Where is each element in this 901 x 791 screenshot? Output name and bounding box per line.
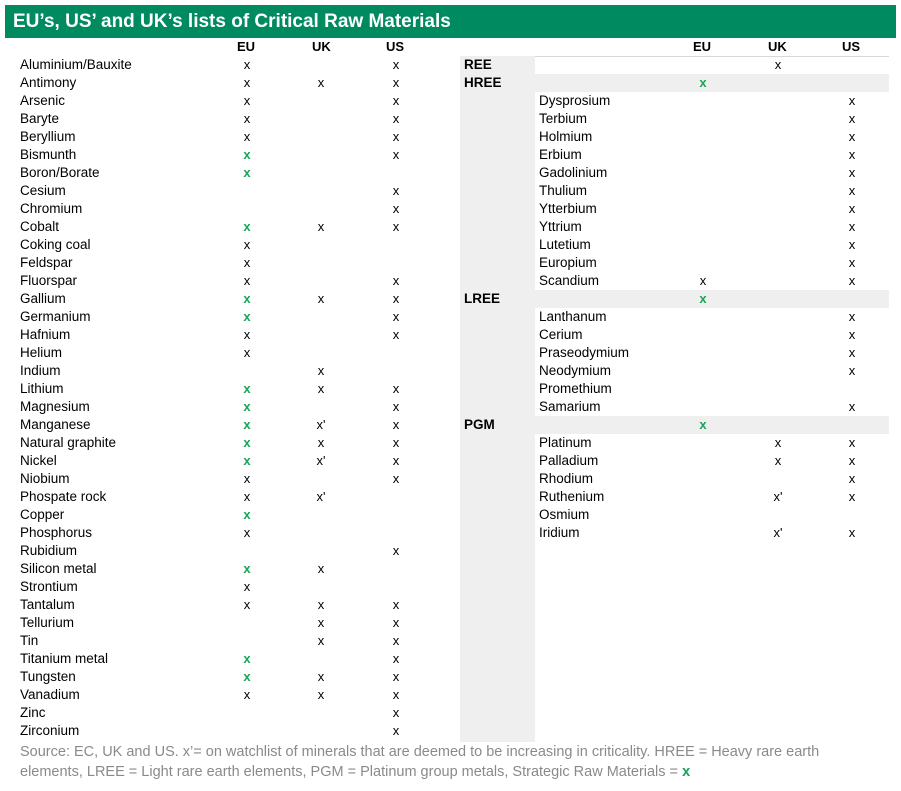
header-eu-right: EU <box>693 39 712 54</box>
us-mark: x <box>392 111 400 126</box>
eu-mark <box>237 200 257 218</box>
element-name: Platinum <box>539 435 592 450</box>
us-mark: x <box>848 147 856 162</box>
uk-mark: x' <box>773 525 783 540</box>
eu-mark: x <box>243 165 251 180</box>
source-note <box>20 742 880 782</box>
us-mark: x <box>392 651 400 666</box>
eu-mark: x <box>243 507 251 522</box>
eu-mark <box>693 200 713 218</box>
eu-mark <box>693 452 713 470</box>
uk-mark: x' <box>316 489 326 504</box>
eu-mark <box>237 362 257 380</box>
us-mark <box>842 506 862 524</box>
uk-mark <box>311 56 331 74</box>
uk-mark <box>311 506 331 524</box>
us-mark: x <box>848 309 856 324</box>
us-mark: x <box>392 147 400 162</box>
uk-mark: x <box>317 363 325 378</box>
element-name: Thulium <box>539 183 588 198</box>
material-name: Helium <box>20 345 63 360</box>
material-name: Copper <box>20 507 65 522</box>
eu-mark <box>693 128 713 146</box>
us-mark: x <box>848 525 856 540</box>
uk-mark <box>768 92 788 110</box>
material-name: Silicon metal <box>20 561 97 576</box>
eu-mark: x <box>243 561 251 576</box>
uk-mark <box>768 506 788 524</box>
eu-mark: x <box>699 75 707 90</box>
us-mark: x <box>392 183 400 198</box>
eu-mark: x <box>243 147 251 162</box>
us-mark <box>386 254 406 272</box>
us-mark: x <box>848 219 856 234</box>
us-mark: x <box>392 471 400 486</box>
group-column-band <box>460 56 535 742</box>
uk-mark <box>768 416 788 434</box>
eu-mark: x <box>243 435 251 450</box>
eu-mark <box>693 362 713 380</box>
uk-mark <box>768 146 788 164</box>
eu-mark <box>237 632 257 650</box>
uk-mark <box>311 344 331 362</box>
uk-mark <box>768 236 788 254</box>
eu-mark <box>693 434 713 452</box>
eu-mark: x <box>243 291 251 306</box>
material-name: Arsenic <box>20 93 66 108</box>
material-name: Germanium <box>20 309 91 324</box>
eu-mark: x <box>243 687 251 702</box>
element-name: Ruthenium <box>539 489 605 504</box>
uk-mark: x <box>317 291 325 306</box>
us-mark: x <box>848 399 856 414</box>
uk-mark <box>768 272 788 290</box>
group-name: PGM <box>464 417 495 432</box>
element-name: Scandium <box>539 273 600 288</box>
uk-mark <box>311 308 331 326</box>
uk-mark <box>768 290 788 308</box>
uk-mark: x' <box>773 489 783 504</box>
uk-mark <box>311 524 331 542</box>
element-name: Ytterbium <box>539 201 597 216</box>
material-name: Boron/Borate <box>20 165 100 180</box>
material-name: Zinc <box>20 705 46 720</box>
element-name: Yttrium <box>539 219 582 234</box>
uk-mark <box>768 254 788 272</box>
uk-mark: x <box>317 561 325 576</box>
us-mark: x <box>392 597 400 612</box>
material-name: Titanium metal <box>20 651 109 666</box>
eu-mark: x <box>243 273 251 288</box>
element-name: Neodymium <box>539 363 612 378</box>
uk-mark: x <box>317 669 325 684</box>
uk-mark: x <box>317 687 325 702</box>
uk-mark: x <box>317 435 325 450</box>
eu-mark: x <box>243 129 251 144</box>
us-mark <box>386 560 406 578</box>
us-mark: x <box>392 219 400 234</box>
us-mark: x <box>392 615 400 630</box>
eu-mark <box>693 344 713 362</box>
material-name: Bismunth <box>20 147 77 162</box>
eu-mark: x <box>699 273 707 288</box>
material-name: Beryllium <box>20 129 76 144</box>
eu-mark <box>237 722 257 740</box>
us-mark <box>386 578 406 596</box>
uk-mark <box>311 272 331 290</box>
us-mark <box>386 506 406 524</box>
uk-mark <box>768 380 788 398</box>
element-name: Osmium <box>539 507 590 522</box>
uk-mark: x <box>774 453 782 468</box>
us-mark: x <box>392 201 400 216</box>
eu-mark <box>693 164 713 182</box>
eu-mark: x <box>243 309 251 324</box>
eu-mark <box>693 524 713 542</box>
us-mark: x <box>392 453 400 468</box>
eu-mark: x <box>243 75 251 90</box>
us-mark <box>386 236 406 254</box>
material-name: Feldspar <box>20 255 73 270</box>
element-name: Europium <box>539 255 597 270</box>
us-mark <box>386 344 406 362</box>
material-name: Natural graphite <box>20 435 117 450</box>
material-name: Coking coal <box>20 237 91 252</box>
strategic-marker: x <box>682 764 691 780</box>
uk-mark: x' <box>316 453 326 468</box>
uk-mark <box>311 182 331 200</box>
group-name: REE <box>464 57 492 72</box>
eu-mark: x <box>243 327 251 342</box>
eu-mark <box>693 488 713 506</box>
eu-mark <box>693 308 713 326</box>
us-mark: x <box>848 363 856 378</box>
us-mark: x <box>392 687 400 702</box>
eu-mark <box>693 236 713 254</box>
us-mark: x <box>392 57 400 72</box>
us-mark: x <box>848 345 856 360</box>
material-name: Fluorspar <box>20 273 78 288</box>
material-name: Niobium <box>20 471 70 486</box>
us-mark: x <box>848 435 856 450</box>
us-mark: x <box>392 633 400 648</box>
element-name: Samarium <box>539 399 601 414</box>
material-name: Manganese <box>20 417 91 432</box>
eu-mark <box>693 380 713 398</box>
element-name: Dysprosium <box>539 93 611 108</box>
eu-mark <box>693 110 713 128</box>
eu-mark <box>693 398 713 416</box>
us-mark <box>386 164 406 182</box>
material-name: Magnesium <box>20 399 90 414</box>
group-name: LREE <box>464 291 501 306</box>
uk-mark <box>768 326 788 344</box>
uk-mark <box>768 128 788 146</box>
material-name: Zirconium <box>20 723 80 738</box>
uk-mark <box>768 74 788 92</box>
group-name: HREE <box>464 75 502 90</box>
uk-mark <box>768 200 788 218</box>
uk-mark <box>311 542 331 560</box>
element-name: Iridium <box>539 525 580 540</box>
material-name: Vanadium <box>20 687 80 702</box>
us-mark: x <box>848 453 856 468</box>
eu-mark: x <box>699 291 707 306</box>
us-mark <box>386 362 406 380</box>
us-mark: x <box>848 93 856 108</box>
us-mark <box>386 488 406 506</box>
us-mark: x <box>848 327 856 342</box>
uk-mark <box>768 164 788 182</box>
uk-mark: x <box>317 597 325 612</box>
eu-mark <box>693 182 713 200</box>
uk-mark <box>311 146 331 164</box>
us-mark: x <box>848 165 856 180</box>
eu-mark: x <box>243 345 251 360</box>
uk-mark: x <box>317 615 325 630</box>
material-name: Phospate rock <box>20 489 107 504</box>
uk-mark <box>311 92 331 110</box>
eu-mark: x <box>243 489 251 504</box>
us-mark <box>842 416 862 434</box>
eu-mark <box>693 218 713 236</box>
eu-mark <box>693 326 713 344</box>
us-mark: x <box>848 183 856 198</box>
uk-mark: x <box>317 219 325 234</box>
eu-mark: x <box>243 381 251 396</box>
eu-mark: x <box>243 417 251 432</box>
header-uk-left: UK <box>312 39 331 54</box>
eu-mark: x <box>243 471 251 486</box>
us-mark: x <box>392 327 400 342</box>
us-mark: x <box>392 309 400 324</box>
eu-mark <box>237 542 257 560</box>
us-mark: x <box>392 273 400 288</box>
us-mark <box>842 290 862 308</box>
us-mark: x <box>848 111 856 126</box>
uk-mark: x <box>317 75 325 90</box>
eu-mark <box>693 254 713 272</box>
uk-mark: x' <box>316 417 326 432</box>
us-mark: x <box>392 381 400 396</box>
header-us-left: US <box>386 39 405 54</box>
material-name: Strontium <box>20 579 78 594</box>
eu-mark: x <box>699 417 707 432</box>
uk-mark <box>311 326 331 344</box>
us-mark: x <box>392 543 400 558</box>
element-name: Rhodium <box>539 471 594 486</box>
us-mark: x <box>392 435 400 450</box>
eu-mark <box>237 182 257 200</box>
eu-mark: x <box>243 93 251 108</box>
us-mark <box>842 380 862 398</box>
us-mark: x <box>848 201 856 216</box>
header-eu-left: EU <box>237 39 256 54</box>
eu-mark: x <box>243 399 251 414</box>
element-name: Praseodymium <box>539 345 630 360</box>
uk-mark <box>768 218 788 236</box>
element-name: Cerium <box>539 327 583 342</box>
eu-mark: x <box>243 597 251 612</box>
us-mark: x <box>848 489 856 504</box>
eu-mark: x <box>243 57 251 72</box>
us-mark: x <box>392 129 400 144</box>
us-mark: x <box>392 93 400 108</box>
us-mark: x <box>392 417 400 432</box>
us-mark: x <box>392 399 400 414</box>
eu-mark: x <box>243 237 251 252</box>
uk-mark <box>311 128 331 146</box>
uk-mark <box>311 650 331 668</box>
material-name: Hafnium <box>20 327 71 342</box>
material-name: Cobalt <box>20 219 60 234</box>
uk-mark <box>768 110 788 128</box>
eu-mark: x <box>243 219 251 234</box>
us-mark: x <box>848 255 856 270</box>
uk-mark <box>311 236 331 254</box>
source-note-text: Source: EC, UK and US. x’= on watchlist of minerals that are deemed to be increasing in criticality. HREE = Heavy rare earth elements, LREE = Light rare earth elements, PGM = Platinum group metals, Strategic Raw Materials = <box>20 744 820 780</box>
uk-mark <box>768 470 788 488</box>
uk-mark: x <box>317 381 325 396</box>
uk-mark <box>311 254 331 272</box>
material-name: Antimony <box>20 75 77 90</box>
eu-mark: x <box>243 579 251 594</box>
eu-mark <box>237 704 257 722</box>
us-mark: x <box>392 723 400 738</box>
eu-mark: x <box>243 525 251 540</box>
us-mark: x <box>392 705 400 720</box>
us-mark <box>386 524 406 542</box>
material-name: Tungsten <box>20 669 76 684</box>
element-name: Promethium <box>539 381 612 396</box>
material-name: Indium <box>20 363 61 378</box>
material-name: Aluminium/Bauxite <box>20 57 132 72</box>
eu-mark <box>693 56 713 74</box>
material-name: Phosphorus <box>20 525 93 540</box>
eu-mark: x <box>243 255 251 270</box>
uk-mark <box>311 722 331 740</box>
us-mark: x <box>848 237 856 252</box>
material-name: Nickel <box>20 453 57 468</box>
us-mark: x <box>848 471 856 486</box>
element-name: Holmium <box>539 129 593 144</box>
element-name: Gadolinium <box>539 165 608 180</box>
eu-mark: x <box>243 651 251 666</box>
element-name: Palladium <box>539 453 599 468</box>
eu-mark <box>237 614 257 632</box>
us-mark: x <box>392 75 400 90</box>
uk-mark <box>768 398 788 416</box>
uk-mark <box>311 470 331 488</box>
material-name: Chromium <box>20 201 83 216</box>
element-name: Lutetium <box>539 237 591 252</box>
us-mark: x <box>392 669 400 684</box>
material-name: Lithium <box>20 381 64 396</box>
uk-mark <box>768 362 788 380</box>
material-name: Tin <box>20 633 39 648</box>
uk-mark <box>311 200 331 218</box>
uk-mark <box>311 704 331 722</box>
eu-mark <box>693 470 713 488</box>
element-name: Erbium <box>539 147 582 162</box>
header-us-right: US <box>842 39 861 54</box>
eu-mark: x <box>243 453 251 468</box>
material-name: Gallium <box>20 291 66 306</box>
eu-mark <box>693 506 713 524</box>
uk-mark: x <box>774 57 782 72</box>
us-mark: x <box>848 129 856 144</box>
us-mark <box>842 56 862 74</box>
uk-mark <box>311 398 331 416</box>
eu-mark: x <box>243 111 251 126</box>
uk-mark <box>311 164 331 182</box>
header-uk-right: UK <box>768 39 787 54</box>
uk-mark: x <box>774 435 782 450</box>
us-mark <box>842 74 862 92</box>
table-title: EU’s, US’ and UK’s lists of Critical Raw Materials <box>5 5 896 38</box>
us-mark: x <box>392 291 400 306</box>
uk-mark <box>768 344 788 362</box>
element-name: Lanthanum <box>539 309 607 324</box>
material-name: Rubidium <box>20 543 78 558</box>
eu-mark <box>693 92 713 110</box>
eu-mark <box>693 146 713 164</box>
material-name: Tellurium <box>20 615 75 630</box>
uk-mark <box>768 308 788 326</box>
material-name: Cesium <box>20 183 66 198</box>
material-name: Baryte <box>20 111 60 126</box>
uk-mark <box>311 110 331 128</box>
uk-mark <box>311 578 331 596</box>
uk-mark <box>768 182 788 200</box>
material-name: Tantalum <box>20 597 75 612</box>
element-name: Terbium <box>539 111 588 126</box>
eu-mark: x <box>243 669 251 684</box>
us-mark: x <box>848 273 856 288</box>
uk-mark: x <box>317 633 325 648</box>
